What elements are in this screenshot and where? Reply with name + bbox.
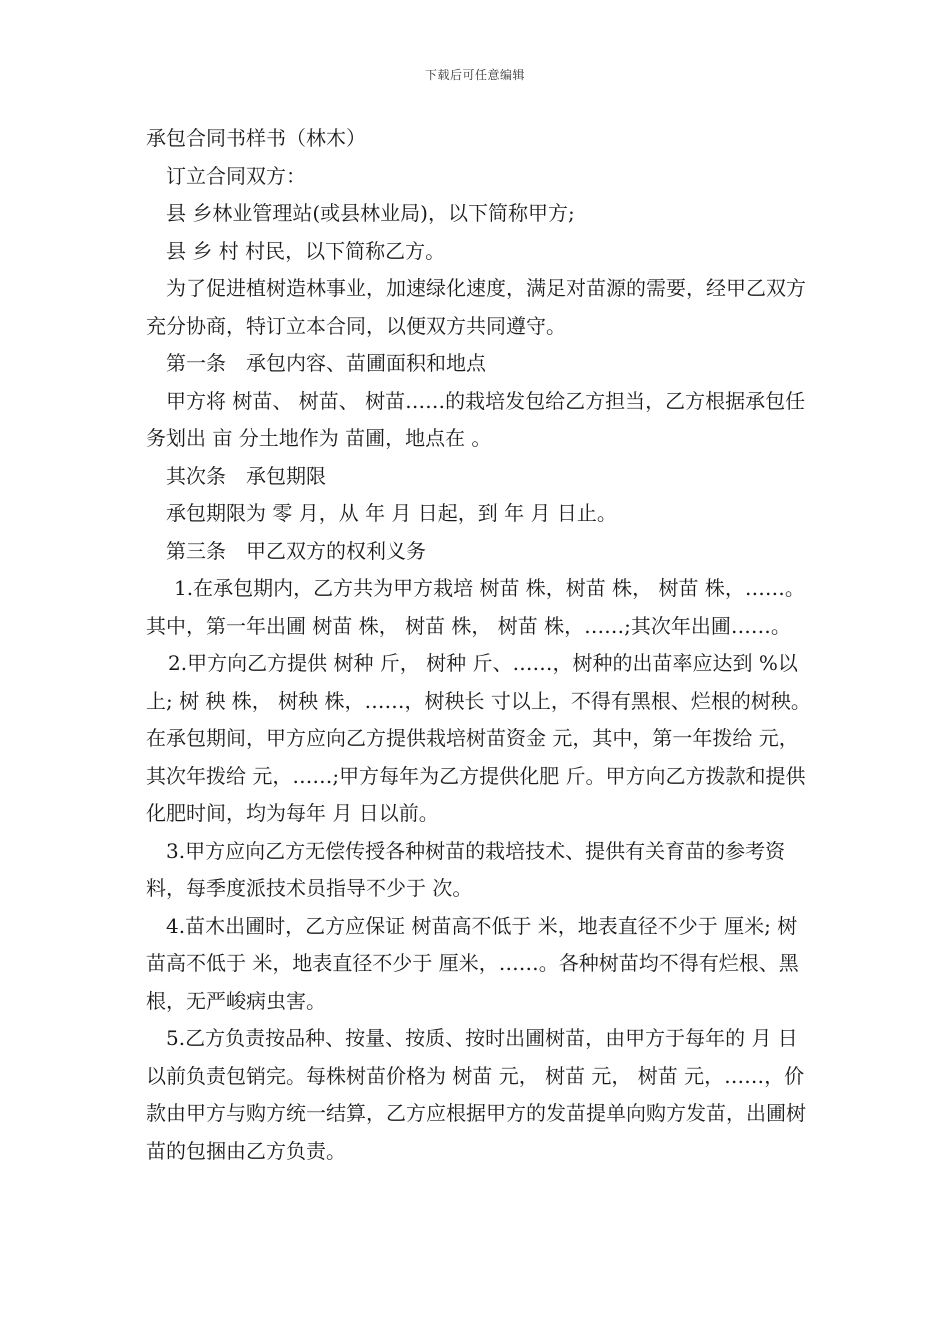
clause-4: 4.苗木出圃时，乙方应保证 树苗高不低于 米，地表直径不少于 厘米; 树苗高不低于 米，地表直径不少于 厘米，……。各种树苗均不得有烂根、黑根，无严峻病虫害。: [146, 913, 799, 1013]
document-body: [146, 120, 811, 1170]
page-header-note: 下载后可任意编辑: [424, 68, 525, 82]
paragraph-party-a: 县 乡林业管理站(或县林业局)，以下简称甲方;: [166, 201, 575, 225]
paragraph-parties: 订立合同双方：: [166, 163, 306, 188]
clause-5: 5.乙方负责按品种、按量、按质、按时出圃树苗，由甲方于每年的 月 日以前负责包销完。每株树苗价格为 树苗 元， 树苗 元， 树苗 元，……，价款由甲方与购方统一结算，乙方应根据甲方的发苗提单向购方发苗，出圃树苗的包捆由乙方负责。: [146, 1026, 806, 1163]
article-2-body: 承包期限为 零 月，从 年 月 日起，到 年 月 日止。: [166, 501, 617, 525]
clause-3: 3.甲方应向乙方无偿传授各种树苗的栽培技术、提供有关育苗的参考资料，每季度派技术员指导不少于 次。: [146, 838, 786, 900]
paragraph-preamble: 为了促进植树造林事业，加速绿化速度，满足对苗源的需要，经甲乙双方充分协商，特订立本合同，以便双方共同遵守。: [146, 276, 806, 338]
article-1-body: 甲方将 树苗、 树苗、 树苗……的栽培发包给乙方担当，乙方根据承包任务划出 亩 分土地作为 苗圃，地点在 。: [146, 388, 806, 450]
article-2-heading: 其次条 承包期限: [166, 463, 326, 488]
document-title: 承包合同书样书（林木）: [146, 126, 366, 150]
clause-2: 2.甲方向乙方提供 树种 斤， 树种 斤、……，树种的出苗率应达到 %以上; 树 秧 株， 树秧 株，……，树秧长 寸以上，不得有黑根、烂根的树秧。在承包期间，甲方应向乙方提供栽培树苗资金 元，其中，第一年拨给 元，其次年拨给 元，……;甲方每年为乙方提供化肥 斤。甲方向乙方拨款和提供化肥时间，均为每年 月 日以前。: [146, 651, 811, 825]
paragraph-party-b: 县 乡 村 村民，以下简称乙方。: [166, 238, 446, 263]
article-1-heading: 第一条 承包内容、苗圃面积和地点: [166, 351, 486, 375]
article-3-heading: 第三条 甲乙双方的权利义务: [166, 538, 426, 563]
clause-1: 1.在承包期内，乙方共为甲方栽培 树苗 株，树苗 株， 树苗 株，……。其中，第一年出圃 树苗 株， 树苗 株， 树苗 株，……;其次年出圃……。: [146, 576, 805, 638]
